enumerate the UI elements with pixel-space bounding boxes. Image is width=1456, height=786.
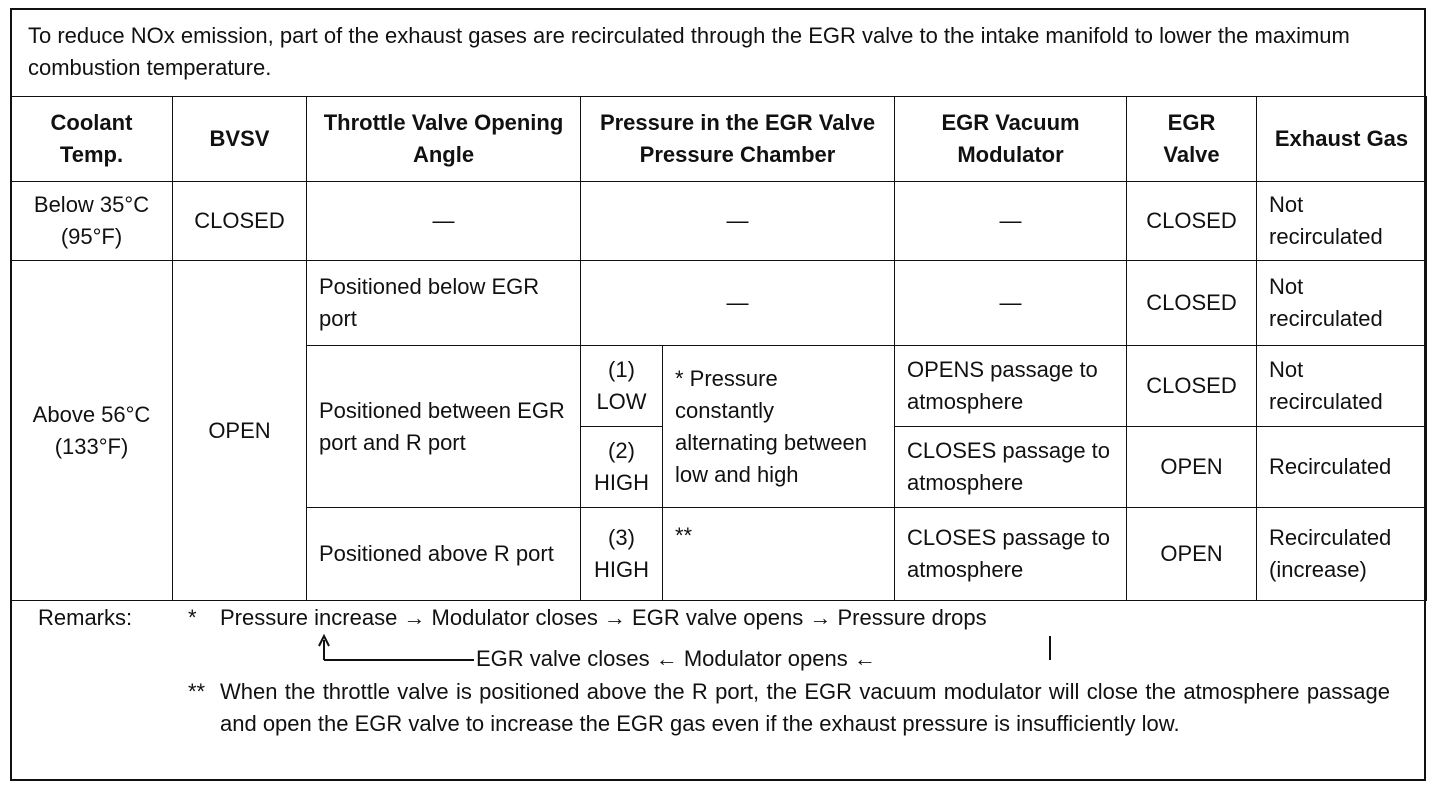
egr-table <box>10 96 1427 601</box>
header-egr-valve: EGR Valve <box>1127 97 1257 182</box>
remarks-cycle-line1: Pressure increase → Modulator closes → EGR valve opens → Pressure drops <box>220 605 987 630</box>
intro-text: To reduce NOx emission, part of the exhaust gases are recirculated through the EGR valve to the intake manifold to lower the maximum combustion temperature. <box>28 23 1350 80</box>
cell-modulator-sub3: CLOSES passage to atmosphere <box>895 508 1127 601</box>
cell-pressure-below: — <box>581 182 895 261</box>
cell-bvsv-below: CLOSED <box>173 182 307 261</box>
header-throttle: Throttle Valve Opening Angle <box>307 97 581 182</box>
cell-modulator-opens: OPENS passage to atmosphere <box>895 346 1127 427</box>
cell-modulator-below: — <box>895 182 1127 261</box>
cell-pressure-note: * Pressure constantly alternating between low and high <box>663 346 895 508</box>
header-modulator: EGR Vacuum Modulator <box>895 97 1127 182</box>
cell-egr-valve-closed: CLOSED <box>1127 346 1257 427</box>
cell-modulator-closes: CLOSES passage to atmosphere <box>895 427 1127 508</box>
cell-egr-valve-open: OPEN <box>1127 427 1257 508</box>
table-row <box>11 261 1427 346</box>
header-coolant-temp: Coolant Temp. <box>11 97 173 182</box>
header-pressure: Pressure in the EGR Valve Pressure Chamber <box>581 97 895 182</box>
header-bvsv: BVSV <box>173 97 307 182</box>
cell-egr-valve-below: CLOSED <box>1127 182 1257 261</box>
cell-level-low: (1) LOW <box>581 346 663 427</box>
cell-egr-valve-sub3: OPEN <box>1127 508 1257 601</box>
cell-modulator-sub1: — <box>895 261 1127 346</box>
cell-level-high-3: (3) HIGH <box>581 508 663 601</box>
cell-coolant-below: Below 35°C (95°F) <box>11 182 173 261</box>
remarks-star: * <box>188 605 197 630</box>
cell-throttle-sub1: Positioned below EGR port <box>307 261 581 346</box>
remarks-label: Remarks: <box>38 605 133 630</box>
cell-level-high: (2) HIGH <box>581 427 663 508</box>
header-exhaust-gas: Exhaust Gas <box>1257 97 1427 182</box>
cell-egr-valve-sub1: CLOSED <box>1127 261 1257 346</box>
cell-throttle-sub2: Positioned between EGR port and R port <box>307 346 581 508</box>
cell-exhaust-recirc: Recirculated <box>1257 427 1427 508</box>
cell-throttle-below: — <box>307 182 581 261</box>
cell-pressure-sub1: — <box>581 261 895 346</box>
remarks-section <box>10 596 1426 781</box>
cell-exhaust-below: Not recirculated <box>1257 182 1427 261</box>
header-row <box>11 97 1427 182</box>
remarks-note: When the throttle valve is positioned above the R port, the EGR vacuum modulator will close the atmosphere passage and open the EGR valve to increase the EGR gas even if the exhaust pressure is insufficiently low. <box>220 679 1390 736</box>
cell-coolant-above: Above 56°C (133°F) <box>11 261 173 601</box>
remarks-double-star: ** <box>188 679 206 704</box>
cell-exhaust-sub3: Recirculated (increase) <box>1257 508 1427 601</box>
cycle-arrow-icon <box>10 596 1426 686</box>
cell-bvsv-above: OPEN <box>173 261 307 601</box>
cell-throttle-sub3: Positioned above R port <box>307 508 581 601</box>
cell-exhaust-not: Not recirculated <box>1257 346 1427 427</box>
remarks-cycle-line2: EGR valve closes ← Modulator opens ← <box>476 646 876 671</box>
cell-exhaust-sub1: Not recirculated <box>1257 261 1427 346</box>
cell-pressure-double-star: ** <box>663 508 895 601</box>
table-row <box>11 182 1427 261</box>
